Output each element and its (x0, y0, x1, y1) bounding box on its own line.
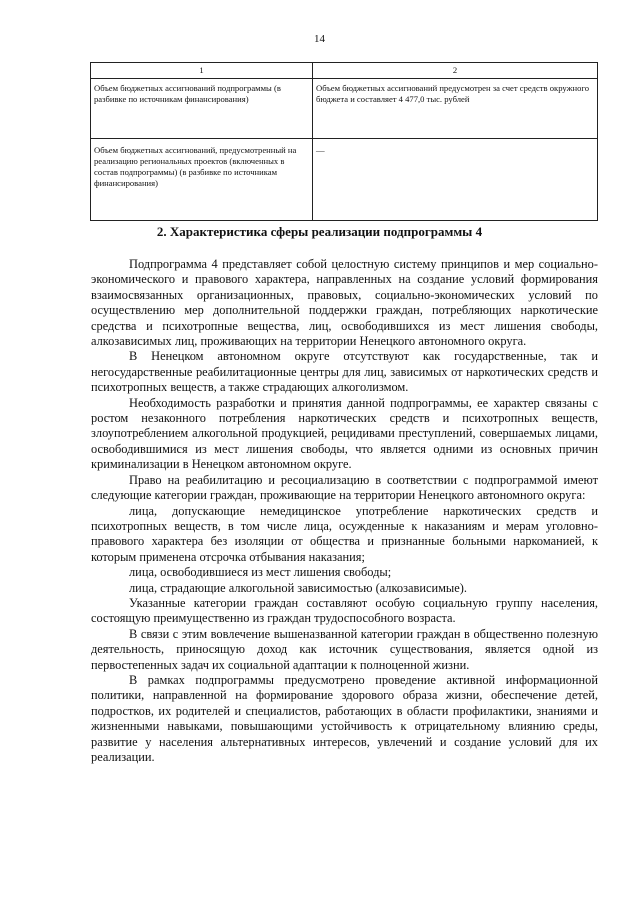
paragraph: Подпрограмма 4 представляет собой целостную систему принципов и мер социально-экономического и правового характера, направленных на создание условий формирования взаимосвязанных организационных, правовых, социально-экономических условий по осуществлению мер дополнительной поддержки граждан, потребляющих наркотические средства и психотропные вещества, лиц, освободившихся из мест лишения свободы, алкозависимых лиц, проживающих на территории Ненецкого автономного округа. (91, 257, 598, 349)
paragraph: Необходимость разработки и принятия данной подпрограммы, ее характер связаны с ростом незаконного потребления наркотических средств и психотропных веществ, злоупотреблением алкогольной продукцией, рецидивами преступлений, совершаемых лицами, освободившимися из мест лишения свободы, что является одними из основных причин криминализации в Ненецком автономном округе. (91, 395, 598, 472)
list-item: лица, страдающие алкогольной зависимостью (алкозависимые). (129, 580, 467, 595)
row-label: Объем бюджетных ассигнований, предусмотренный на реализацию региональных проектов (включенных в состав подпрограммы) (в разбивке по источникам финансирования) (91, 139, 313, 221)
funding-table (90, 62, 598, 221)
column-header: 2 (313, 63, 598, 79)
list-item: лица, допускающие немедицинское употребление наркотических средств и психотропных веществ, в том числе лица, осужденные к наказаниям и мерам уголовно-правового характера без изоляции от общества и признанные больными наркоманией, к которым применена отсрочка отбывания наказания; (91, 503, 598, 564)
row-value: Объем бюджетных ассигнований предусмотрен за счет средств окружного бюджета и составляет 4 477,0 тыс. рублей (313, 79, 598, 139)
page-number: 14 (314, 33, 325, 45)
row-value: — (313, 139, 598, 221)
paragraph: В Ненецком автономном округе отсутствуют как государственные, так и негосударственные реабилитационные центры для лиц, зависимых от наркотических средств и психотропных веществ, а также страдающих алкоголизмом. (91, 349, 598, 395)
body-text (91, 257, 598, 765)
table-header-row (91, 63, 598, 79)
list-item: лица, освободившиеся из мест лишения свободы; (129, 565, 392, 580)
column-header: 1 (91, 63, 313, 79)
paragraph: Указанные категории граждан составляют особую социальную группу населения, состоящую преимущественно из граждан трудоспособного возраста. (91, 595, 598, 626)
section-heading: 2. Характеристика сферы реализации подпрограммы 4 (156, 224, 483, 239)
paragraph: В рамках подпрограммы предусмотрено проведение активной информационной политики, направленной на формирование здорового образа жизни, обеспечение детей, подростков, их родителей и специалистов, работающих в области профилактики, знаниями и жизненными навыками, повышающими устойчивость к отрицательному влиянию среды, развитие у населения альтернативных интересов, увлечений и создание условий для их реализации. (91, 672, 598, 764)
table-row (91, 139, 598, 221)
row-label: Объем бюджетных ассигнований подпрограммы (в разбивке по источникам финансирования) (91, 79, 313, 139)
paragraph: В связи с этим вовлечение вышеназванной категории граждан в общественно полезную деятельность, приносящую доход как источник существования, является одной из первостепенных задач их социальной адаптации к полноценной жизни. (91, 626, 598, 672)
paragraph: Право на реабилитацию и ресоциализацию в соответствии с подпрограммой имеют следующие категории граждан, проживающие на территории Ненецкого автономного округа: (91, 472, 598, 503)
table-row (91, 79, 598, 139)
